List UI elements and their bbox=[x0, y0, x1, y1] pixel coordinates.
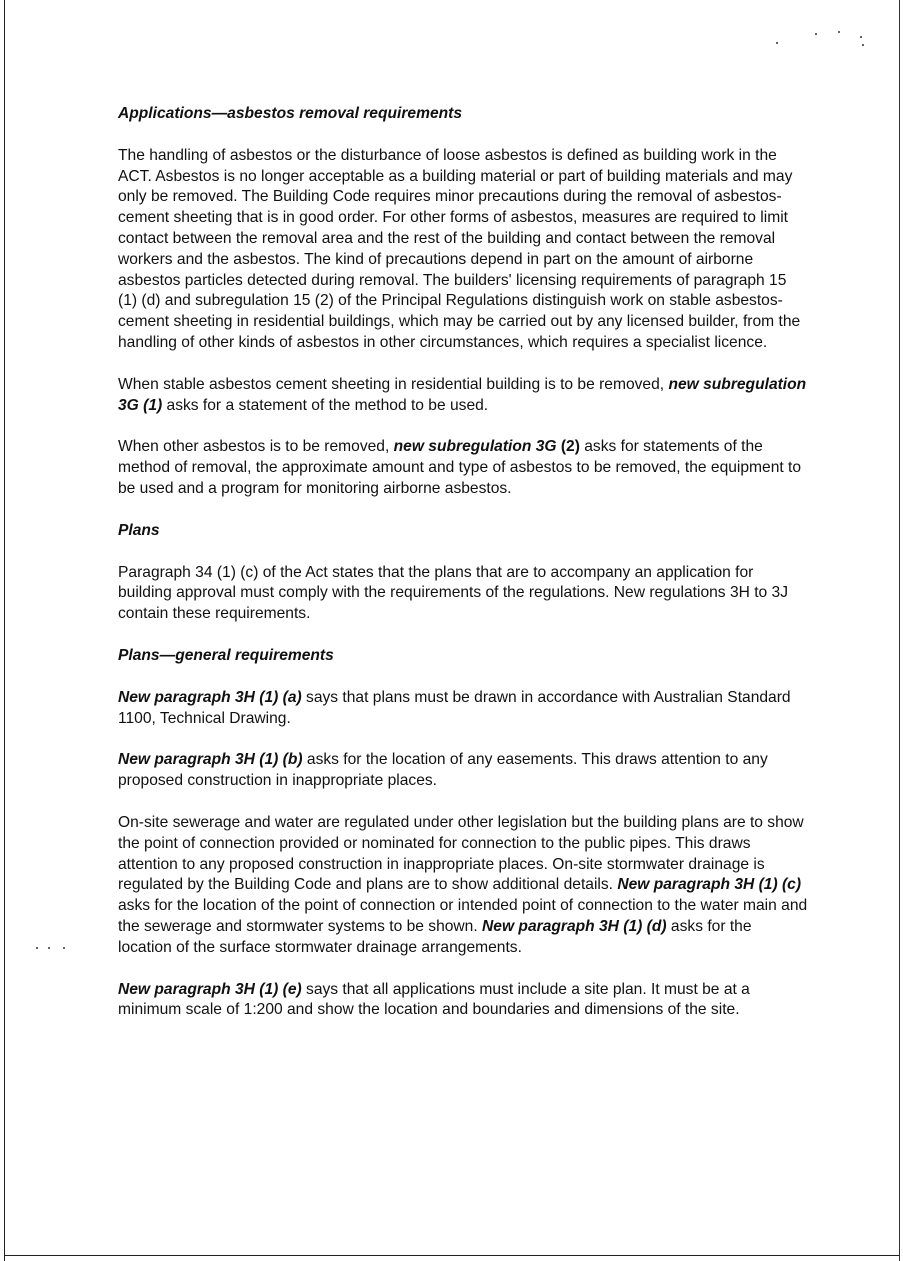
regulation-reference: new subregulation 3G bbox=[393, 438, 557, 456]
regulation-reference: New paragraph 3H (1) (d) bbox=[482, 917, 667, 935]
paragraph-plans-act: Paragraph 34 (1) (c) of the Act states that the plans that are to accompany an application for building approval must comply with the requirements of the regulations. New regulations 3H to 3J contain these requirements. bbox=[118, 563, 789, 623]
regulation-reference: New paragraph 3H (1) (c) bbox=[617, 876, 802, 894]
text: asks for the location of any easements. This draws attention to any proposed construction in inappropriate places. bbox=[118, 751, 768, 790]
text: says that all applications must include a site plan. It must be at a minimum scale of 1:200 and show the location and boundaries and dimensions of the site. bbox=[118, 980, 750, 1019]
scan-speck bbox=[815, 33, 817, 35]
paragraph-3h-1a bbox=[118, 688, 808, 730]
section-heading-plans-general: Plans—general requirements bbox=[118, 646, 334, 664]
section-heading-plans: Plans bbox=[118, 521, 160, 539]
scan-speck bbox=[36, 947, 38, 949]
scan-speck bbox=[862, 44, 864, 46]
paragraph-sewerage-water bbox=[118, 813, 808, 959]
paragraph-3h-1e bbox=[118, 980, 808, 1022]
text: asks for the location of the surface stormwater drainage arrangements. bbox=[118, 917, 752, 956]
scan-speck bbox=[48, 947, 50, 949]
paragraph-stable-sheeting bbox=[118, 375, 808, 417]
regulation-reference: new subregulation 3G (1) bbox=[118, 375, 807, 414]
scan-speck bbox=[776, 42, 778, 44]
paragraph-other-asbestos bbox=[118, 437, 808, 499]
regulation-number: (2) bbox=[556, 438, 580, 456]
text: When stable asbestos cement sheeting in residential building is to be removed, bbox=[118, 375, 669, 393]
document-body bbox=[118, 104, 808, 1042]
scan-edge-left bbox=[4, 0, 5, 1261]
text: says that plans must be drawn in accordance with Australian Standard 1100, Technical Drawing. bbox=[118, 688, 791, 727]
text: When other asbestos is to be removed, bbox=[118, 438, 394, 456]
scan-edge-bottom bbox=[4, 1255, 899, 1256]
scan-speck bbox=[860, 36, 862, 38]
text: On-site sewerage and water are regulated under other legislation but the building plans are to show the point of connection provided or nominated for connection to the public pipes. This draws attention to any proposed construction in inappropriate places. On-site stormwater drainage is regulated by the Building Code and plans are to show additional details. bbox=[118, 813, 804, 894]
regulation-reference: New paragraph 3H (1) (b) bbox=[118, 751, 303, 769]
scan-edge-right bbox=[899, 0, 900, 1261]
paragraph-3h-1b bbox=[118, 750, 808, 792]
regulation-reference: New paragraph 3H (1) (a) bbox=[118, 688, 302, 706]
text: asks for statements of the method of removal, the approximate amount and type of asbestos to be removed, the equipment to be used and a program for monitoring airborne asbestos. bbox=[118, 438, 802, 497]
text: asks for the location of the point of connection or intended point of connection to the water main and the sewerage and stormwater systems to be shown. bbox=[118, 897, 808, 935]
scan-speck bbox=[63, 947, 65, 949]
section-heading-asbestos: Applications—asbestos removal requirements bbox=[118, 105, 463, 122]
scan-speck bbox=[838, 31, 840, 33]
text: asks for a statement of the method to be used. bbox=[162, 396, 489, 414]
paragraph-asbestos-overview: The handling of asbestos or the disturbance of loose asbestos is defined as building work in the ACT. Asbestos is no longer acceptable as a building material or part of building materials and may only be removed. The Building Code requires minor precautions during the removal of asbestos-cement sheeting that is in good order. For other forms of asbestos, measures are required to limit contact between the removal area and the rest of the building and contact between the removal workers and the asbestos. The kind of precautions depend in part on the amount of airborne asbestos particles detected during removal. The builders' licensing requirements of paragraph 15 (1) (d) and subregulation 15 (2) of the Principal Regulations distinguish work on stable asbestos-cement sheeting in residential buildings, which may be carried out by any licensed builder, from the handling of other kinds of asbestos in other circumstances, which requires a specialist licence. bbox=[118, 146, 801, 351]
regulation-reference: New paragraph 3H (1) (e) bbox=[118, 980, 302, 998]
